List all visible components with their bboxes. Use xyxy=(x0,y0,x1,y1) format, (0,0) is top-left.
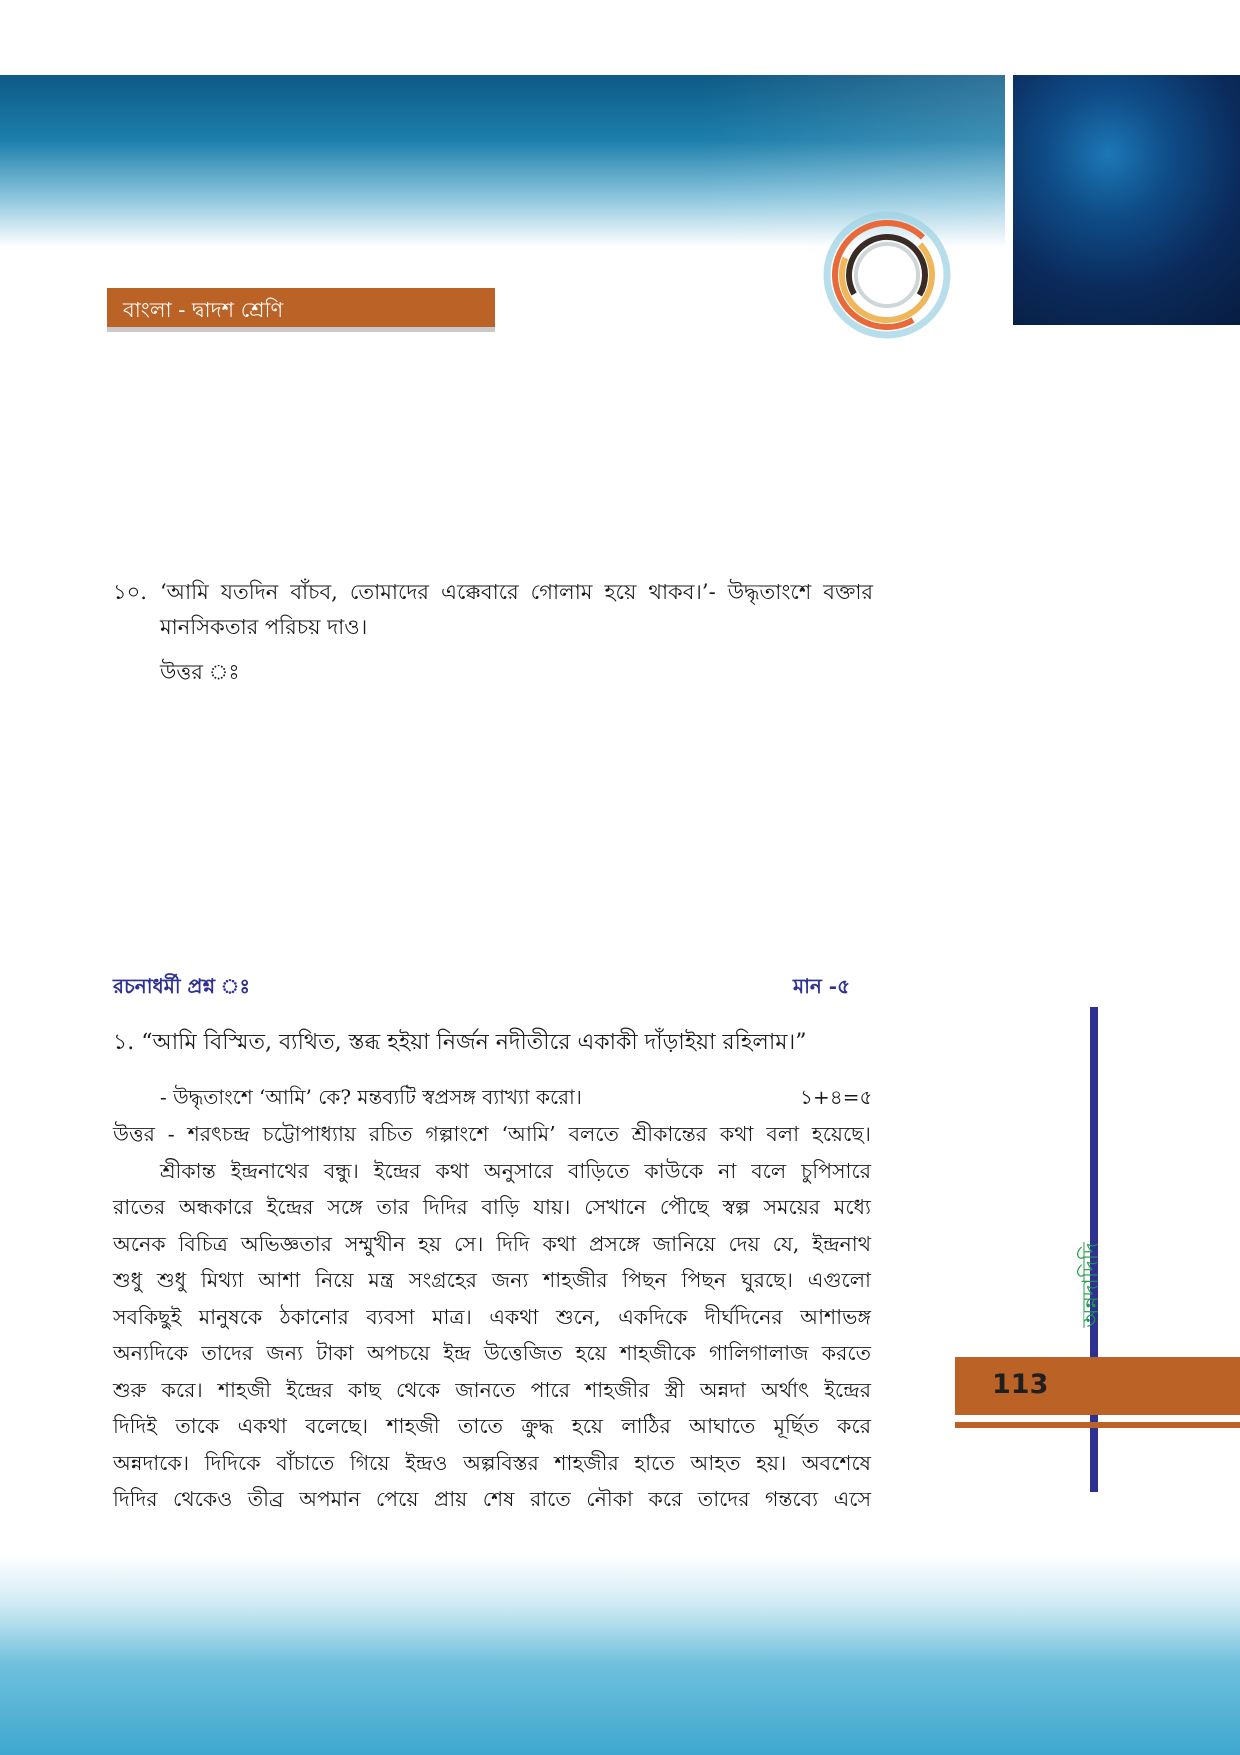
answer-line: উত্তর - শরৎচন্দ্র চট্টোপাধ্যায় রচিত গল্পাংশে ‘আমি’ বলতে শ্রীকান্তের কথা বলা হয়েছে। xyxy=(113,1122,871,1146)
question-10-number: ১০. xyxy=(113,580,147,604)
answer-line: শুরু করে। শাহজী ইন্দ্রের কাছ থেকে জানতে পারে শাহজীর স্ত্রী অন্নদা অর্থাৎ ইন্দ্রের xyxy=(113,1377,871,1402)
answer-body xyxy=(113,1116,871,1518)
answer-line: অন্যদিকে তাদের জন্য টাকা অপচয়ে ইন্দ্র উত্তেজিত হয়ে শাহজীকে গালিগালাজ করতে xyxy=(113,1341,871,1365)
page-number: 113 xyxy=(992,1369,1049,1400)
side-chapter-title xyxy=(1052,1230,1132,1340)
answer-line: রাতের অন্ধকারে ইন্দ্রের সঙ্গে তার দিদির বাড়ি যায়। সেখানে পৌছে স্বল্প সময়ের মধ্যে xyxy=(113,1195,871,1219)
question-10-answer-label: উত্তর ঃ xyxy=(160,660,240,684)
answer-line: সবকিছুই মানুষকে ঠকানোর ব্যবসা মাত্র। একথা শুনে, একদিকে দীর্ঘদিনের আশাভঙ্গ xyxy=(113,1304,871,1329)
page-number-box xyxy=(955,1357,1240,1415)
side-chapter-label: অন্নদাদিদি xyxy=(1078,1242,1104,1328)
question-1-marks: ১+৪=৫ xyxy=(800,1085,873,1109)
rings-logo-icon xyxy=(812,205,962,345)
question-1-sub: - উদ্ধৃতাংশে ‘আমি’ কে? মন্তব্যটি স্বপ্রসঙ্গ ব্যাখ্যা করো। xyxy=(160,1085,582,1109)
header-corner-panel xyxy=(1013,75,1240,325)
answer-line: অন্নদাকে। দিদিকে বাঁচাতে গিয়ে ইন্দ্রও অল্পবিস্তর শাহজীর হাতে আহত হয়। অবশেষে xyxy=(113,1450,871,1475)
answer-line: দিদিই তাকে একথা বলেছে। শাহজী তাতে ক্রুদ্ধ হয়ে লাঠির আঘাতে মূর্ছিত করে xyxy=(113,1414,871,1438)
answer-line: শ্রীকান্ত ইন্দ্রনাথের বন্ধু। ইন্দ্রের কথা অনুসারে বাড়িতে কাউকে না বলে চুপিসারে xyxy=(160,1158,871,1183)
subject-tab xyxy=(107,288,495,327)
answer-line: শুধু শুধু মিথ্যা আশা নিয়ে মন্ত্র সংগ্রহের জন্য শাহজীর পিছন পিছন ঘুরছে। এগুলো xyxy=(113,1268,871,1292)
answer-line: দিদির থেকেও তীব্র অপমান পেয়ে প্রায় শেষ রাতে নৌকা করে তাদের গন্তব্যে এসে xyxy=(113,1487,871,1511)
answer-line: অনেক বিচিত্র অভিজ্ঞতার সম্মুখীন হয় সে। দিদি কথা প্রসঙ্গে জানিয়ে দেয় যে, ইন্দ্রনাথ xyxy=(113,1231,871,1256)
page-number-rule xyxy=(955,1422,1240,1428)
subject-tab-label: বাংলা - দ্বাদশ শ্রেণি xyxy=(123,298,284,322)
question-1: ১. “আমি বিস্মিত, ব্যথিত, স্তব্ধ হইয়া নির্জন নদীতীরে একাকী দাঁড়াইয়া রহিলাম।” xyxy=(113,1030,807,1055)
section-title: রচনাধর্মী প্রশ্ন ঃ xyxy=(113,974,250,998)
question-10-text: ‘আমি যতদিন বাঁচব, তোমাদের এক্কেবারে গোলাম হয়ে থাকব।’- উদ্ধৃতাংশে বক্তার মানসিকতার পরিচয় দাও। xyxy=(160,580,873,639)
section-marks: মান -৫ xyxy=(793,974,851,998)
footer-gradient-band xyxy=(0,1555,1240,1755)
